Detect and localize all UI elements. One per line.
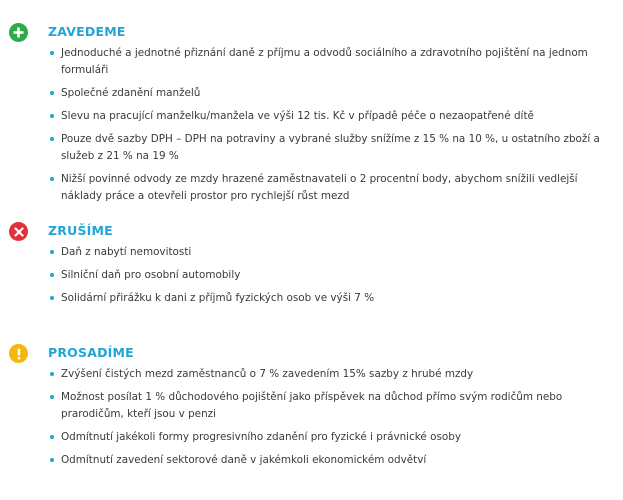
section-title: PROSADÍME: [48, 345, 134, 360]
section-title: ZRUŠÍME: [48, 223, 113, 238]
section-header: [0, 222, 623, 246]
list-item: [0, 171, 623, 205]
x-circle-icon: [9, 222, 28, 241]
list-item: [0, 244, 623, 261]
plus-circle-icon: [9, 23, 28, 42]
list-item: [0, 131, 623, 165]
list-item: [0, 267, 623, 284]
section-zrusime: [0, 222, 623, 304]
list-item: [0, 366, 623, 383]
section-header: [0, 344, 623, 368]
item-list: [0, 366, 623, 475]
list-item: [0, 452, 623, 469]
bullet-icon: [50, 137, 54, 141]
list-item-text: Odmítnutí jakékoli formy progresivního zdanění pro fyzické i právnické osoby: [61, 431, 462, 443]
bullet-icon: [50, 458, 54, 462]
bullet-icon: [50, 250, 54, 254]
list-item-text: Možnost posílat 1 % důchodového pojištění jako příspěvek na důchod přímo svým rodičům nebo prarodičům, kteří jsou v penzi: [61, 391, 563, 420]
list-item: [0, 45, 623, 79]
list-item-text: Silniční daň pro osobní automobily: [61, 269, 241, 281]
item-list: [0, 45, 623, 211]
exclamation-circle-icon: [9, 344, 28, 363]
list-item-text: Odmítnutí zavedení sektorové daně v jakémkoli ekonomickém odvětví: [61, 454, 427, 466]
section-zavedeme: [0, 23, 623, 202]
bullet-icon: [50, 296, 54, 300]
list-item: [0, 389, 623, 423]
bullet-icon: [50, 177, 54, 181]
list-item: [0, 108, 623, 125]
list-item-text: Pouze dvě sazby DPH – DPH na potraviny a vybrané služby snížíme z 15 % na 10 %, u ostatního zboží a služeb z 21 % na 19 %: [61, 133, 600, 162]
bullet-icon: [50, 435, 54, 439]
section-title: ZAVEDEME: [48, 24, 126, 39]
bullet-icon: [50, 114, 54, 118]
list-item-text: Slevu na pracující manželku/manžela ve výši 12 tis. Kč v případě péče o nezaopatřené dítě: [61, 110, 534, 122]
list-item: [0, 290, 623, 307]
section-header: [0, 23, 623, 47]
list-item: [0, 85, 623, 102]
bullet-icon: [50, 273, 54, 277]
section-prosadime: [0, 344, 623, 466]
bullet-icon: [50, 51, 54, 55]
list-item: [0, 429, 623, 446]
list-item-text: Daň z nabytí nemovitosti: [61, 246, 192, 258]
list-item-text: Společné zdanění manželů: [61, 87, 201, 99]
bullet-icon: [50, 372, 54, 376]
bullet-icon: [50, 91, 54, 95]
item-list: [0, 244, 623, 313]
list-item-text: Solidární přirážku k dani z příjmů fyzických osob ve výši 7 %: [61, 292, 375, 304]
list-item-text: Nižší povinné odvody ze mzdy hrazené zaměstnavateli o 2 procentní body, abychom snížili vedlejší náklady práce a otevřeli prostor pro rychlejší růst mezd: [61, 173, 578, 202]
bullet-icon: [50, 395, 54, 399]
list-item-text: Zvýšení čistých mezd zaměstnanců o 7 % zavedením 15% sazby z hrubé mzdy: [61, 368, 474, 380]
list-item-text: Jednoduché a jednotné přiznání daně z příjmu a odvodů sociálního a zdravotního pojištění na jednom formuláři: [61, 47, 588, 76]
